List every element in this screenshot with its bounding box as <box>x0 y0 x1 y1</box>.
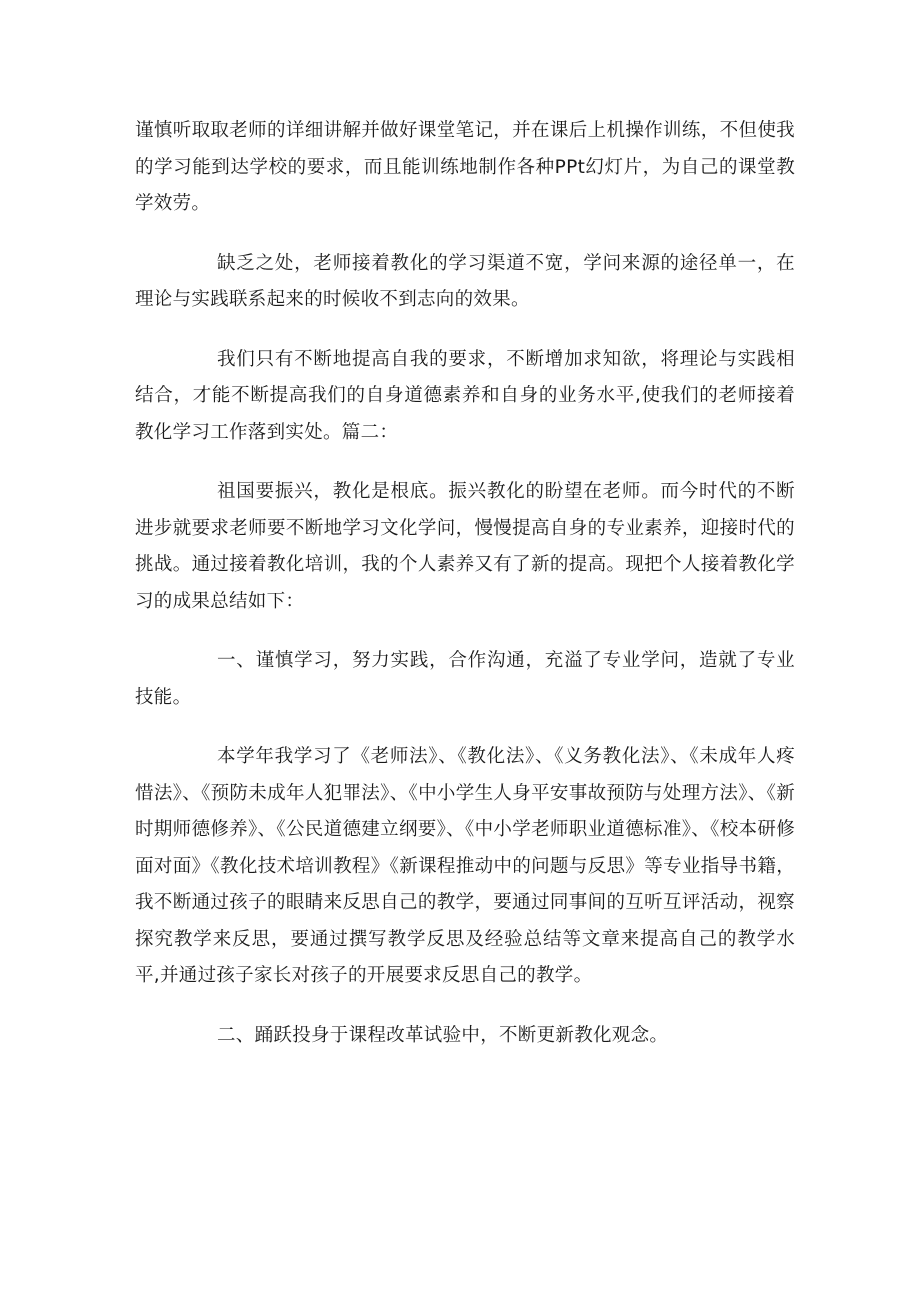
paragraph-4: 祖国要振兴，教化是根底。振兴教化的盼望在老师。而今时代的不断进步就要求老师要不断地学习文化学问，慢慢提高自身的专业素养，迎接时代的挑战。通过接着教化培训，我的个人素养又有了新的提高。现把个人接着教化学习的成果总结如下： <box>135 481 795 612</box>
paragraph-2: 缺乏之处，老师接着教化的学习渠道不宽，学问来源的途径单一，在理论与实践联系起来的时候收不到志向的效果。 <box>135 252 795 310</box>
paragraph-gap <box>135 716 795 739</box>
paragraph-7: 二、踊跃投身于课程改革试验中，不断更新教化观念。 <box>217 1024 669 1046</box>
paragraph-gap <box>135 451 795 474</box>
paragraph-gap <box>135 319 795 342</box>
paragraph-gap <box>135 223 795 246</box>
paragraph-6: 本学年我学习了《老师法》、《教化法》、《义务教化法》、《未成年人疼惜法》、《预防未成年人犯罪法》、《中小学生人身平安事故预防与处理方法》、《新时期师德修养》、《公民道德建立纲要》、《中小学老师职业道德标准》、《校本研修面对面》《教化技术培训教程》《新课程推动中的问题与反思》等专业指导书籍，我不断通过孩子的眼睛来反思自己的教学，要通过同事间的互听互评活动，视察探究教学来反思，要通过撰写教学反思及经验总结等文章来提高自己的教学水平,并通过孩子家长对孩子的开展要求反思自己的教学。 <box>135 746 795 986</box>
document-body <box>135 113 795 1054</box>
paragraph-3: 我们只有不断地提高自我的要求，不断增加求知欲，将理论与实践相结合，才能不断提高我们的自身道德素养和自身的业务水平,使我们的老师接着教化学习工作落到实处。篇二： <box>135 348 795 443</box>
paragraph-gap <box>135 995 795 1018</box>
paragraph-1: 谨慎听取取老师的详细讲解并做好课堂笔记，并在课后上机操作训练，不但使我的学习能到达学校的要求，而且能训练地制作各种PPt幻灯片，为自己的课堂教学效劳。 <box>135 120 795 214</box>
paragraph-5: 一、谨慎学习，努力实践，合作沟通，充溢了专业学问，造就了专业技能。 <box>135 650 795 708</box>
paragraph-gap <box>135 620 795 643</box>
